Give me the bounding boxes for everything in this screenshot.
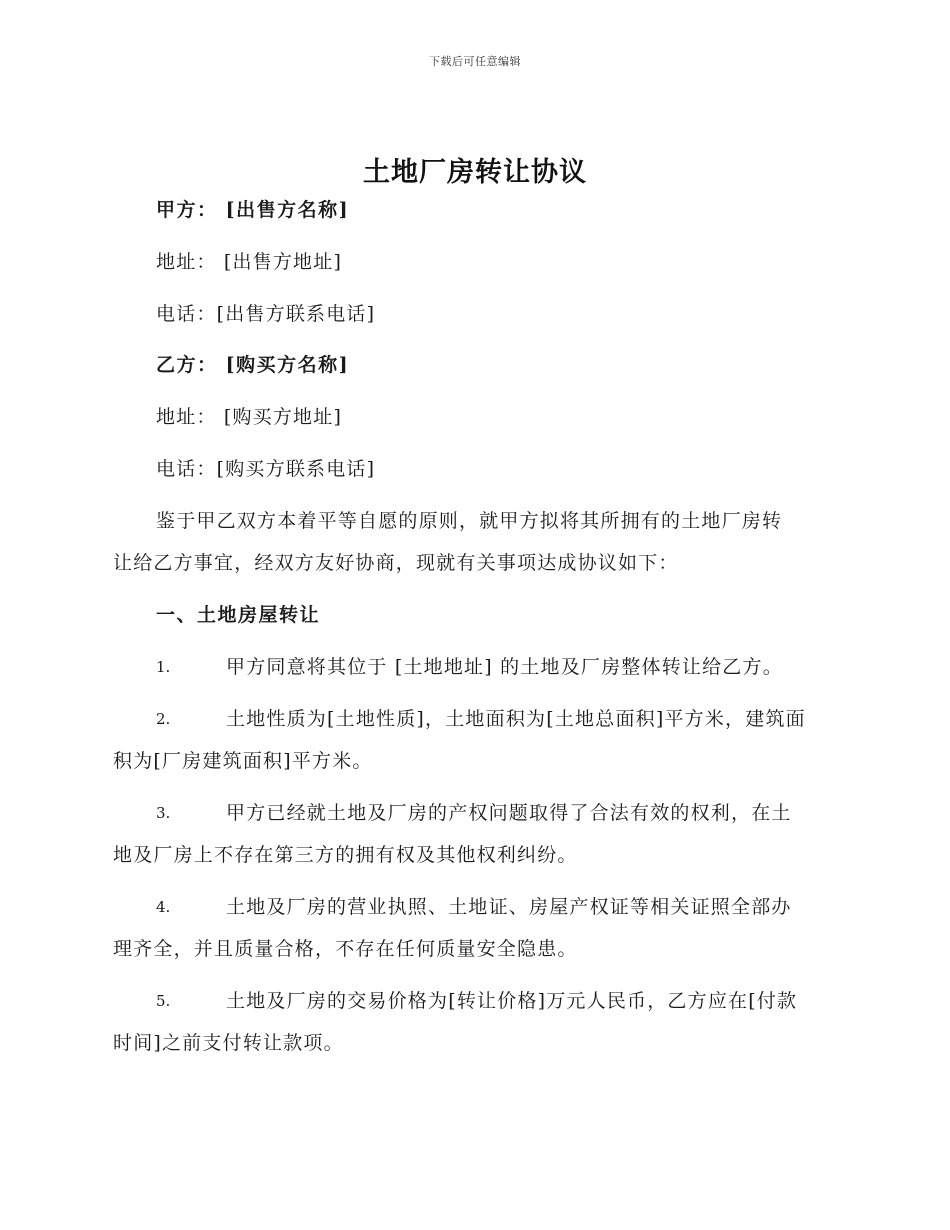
- list-item-line-1: 土地及厂房的营业执照、土地证、房屋产权证等相关证照全部办: [226, 896, 792, 918]
- header-note: 下载后可任意编辑: [429, 55, 521, 68]
- party-a-address: 地址： [出售方地址]: [156, 251, 343, 273]
- list-item-number: 2.: [156, 710, 171, 728]
- list-item-line-1: 甲方已经就土地及厂房的产权问题取得了合法有效的权利，在土: [226, 802, 792, 824]
- section-1-heading: 一、土地房屋转让: [156, 604, 321, 626]
- list-item-number: 5.: [156, 992, 171, 1010]
- party-a-phone: 电话：[出售方联系电话]: [156, 303, 376, 325]
- list-item-line-2: 理齐全，并且质量合格，不存在任何质量安全隐患。: [113, 938, 578, 960]
- party-b-name: 乙方： [购买方名称]: [156, 354, 350, 376]
- party-b-phone: 电话：[购买方联系电话]: [156, 458, 376, 480]
- document-title: 土地厂房转让协议: [363, 157, 587, 188]
- list-item-number: 3.: [156, 804, 171, 822]
- party-a-name: 甲方： [出售方名称]: [156, 199, 350, 221]
- list-item-line-2: 地及厂房上不存在第三方的拥有权及其他权利纠纷。: [113, 844, 578, 866]
- list-item-number: 4.: [156, 898, 171, 916]
- preamble-line-1: 鉴于甲乙双方本着平等自愿的原则，就甲方拟将其所拥有的土地厂房转: [156, 510, 783, 532]
- list-item-line-1: 甲方同意将其位于 [土地地址] 的土地及厂房整体转让给乙方。: [226, 656, 783, 678]
- list-item-line-2: 时间]之前支付转让款项。: [113, 1032, 344, 1054]
- list-item-line-2: 积为[厂房建筑面积]平方米。: [113, 750, 373, 772]
- list-item-line-1: 土地及厂房的交易价格为[转让价格]万元人民币，乙方应在[付款: [226, 990, 798, 1012]
- party-b-address: 地址： [购买方地址]: [156, 406, 343, 428]
- list-item-line-1: 土地性质为[土地性质]，土地面积为[土地总面积]平方米，建筑面: [226, 708, 806, 730]
- preamble-line-2: 让给乙方事宜，经双方友好协商，现就有关事项达成协议如下：: [113, 552, 679, 574]
- list-item-number: 1.: [156, 658, 171, 676]
